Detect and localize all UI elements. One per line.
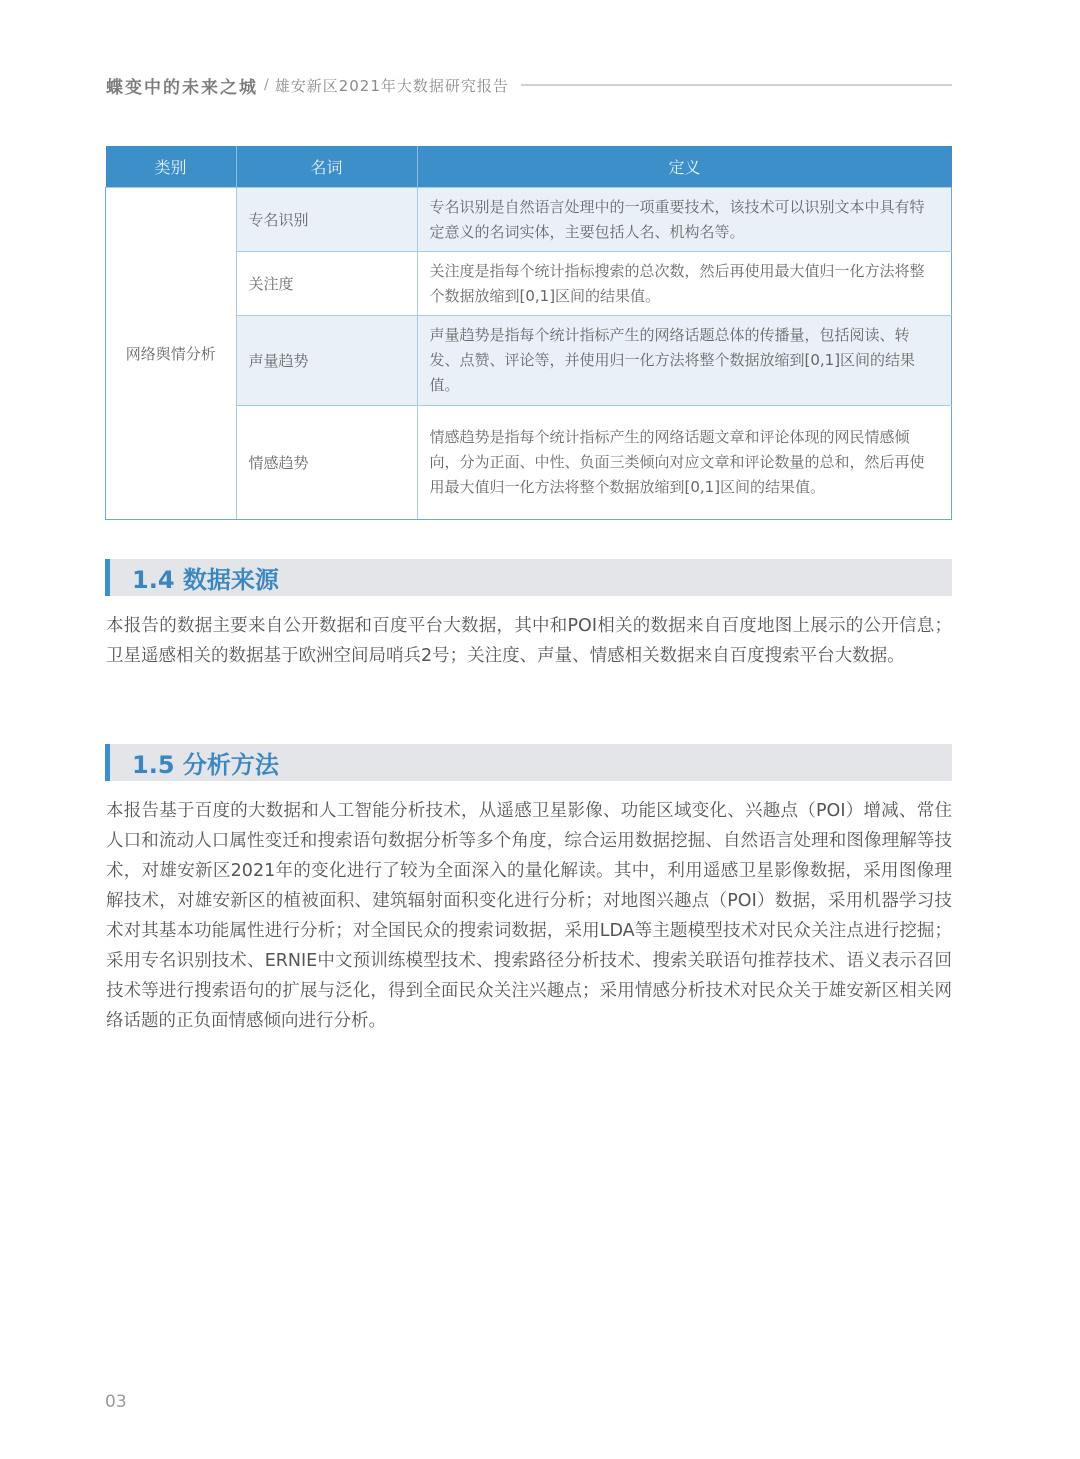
table-row [106,188,952,252]
section-heading-data-sources [105,559,952,596]
definition-cell: 情感趋势是指每个统计指标产生的网络话题文章和评论体现的网民情感倾向，分为正面、中性、负面三类倾向对应文章和评论数量的总和，然后再使用最大值归一化方法将整个数据放缩到[0,1]区间的结果值。 [417,406,952,520]
header-rule [521,84,952,86]
section-body-data-sources: 本报告的数据主要来自公开数据和百度平台大数据，其中和POI相关的数据来自百度地图上展示的公开信息；卫星遥感相关的数据基于欧洲空间局哨兵2号；关注度、声量、情感相关数据来自百度搜索平台大数据。 [106,616,952,666]
definition-cell: 关注度是指每个统计指标搜索的总次数，然后再使用最大值归一化方法将整个数据放缩到[0,1]区间的结果值。 [417,252,952,316]
term-cell: 声量趋势 [236,316,417,406]
definition-cell: 声量趋势是指每个统计指标产生的网络话题总体的传播量，包括阅读、转发、点赞、评论等，并使用归一化方法将整个数据放缩到[0,1]区间的结果值。 [417,316,952,406]
report-subtitle: 雄安新区2021年大数据研究报告 [274,76,509,95]
category-cell: 网络舆情分析 [106,188,237,520]
term-cell: 关注度 [236,252,417,316]
header-separator: / [264,77,269,93]
section-body-analysis-methods: 本报告基于百度的大数据和人工智能分析技术，从遥感卫星影像、功能区域变化、兴趣点（POI）增减、常住人口和流动人口属性变迁和搜索语句数据分析等多个角度，综合运用数据挖掘、自然语言处理和图像理解等技术，对雄安新区2021年的变化进行了较为全面深入的量化解读。其中，利用遥感卫星影像数据，采用图像理解技术，对雄安新区的植被面积、建筑辐射面积变化进行分析；对地图兴趣点（POI）数据，采用机器学习技术对其基本功能属性进行分析；对全国民众的搜索词数据，采用LDA等主题模型技术对民众关注点进行挖掘；采用专名识别技术、ERNIE中文预训练模型技术、搜索路径分析技术、搜索关联语句推荐技术、语义表示召回技术等进行搜索语句的扩展与泛化，得到全面民众关注兴趣点；采用情感分析技术对民众关于雄安新区相关网络话题的正负面情感倾向进行分析。 [106,801,952,1031]
term-cell: 情感趋势 [236,406,417,520]
term-cell: 专名识别 [236,188,417,252]
report-series-title: 蝶变中的未来之城 [106,77,258,98]
page-number: 03 [105,1392,127,1412]
table-header-row [106,146,952,188]
column-header-term: 名词 [236,146,417,188]
section-accent-bar [105,559,110,596]
running-header [106,72,952,98]
column-header-category: 类别 [106,146,237,188]
section-heading-analysis-methods [105,744,952,781]
definitions-table [105,146,952,520]
section-accent-bar [105,744,110,781]
definition-cell: 专名识别是自然语言处理中的一项重要技术，该技术可以识别文本中具有特定意义的名词实体，主要包括人名、机构名等。 [417,188,952,252]
column-header-definition: 定义 [417,146,952,188]
section-title: 1.5 分析方法 [132,751,279,779]
section-title: 1.4 数据来源 [132,566,279,594]
